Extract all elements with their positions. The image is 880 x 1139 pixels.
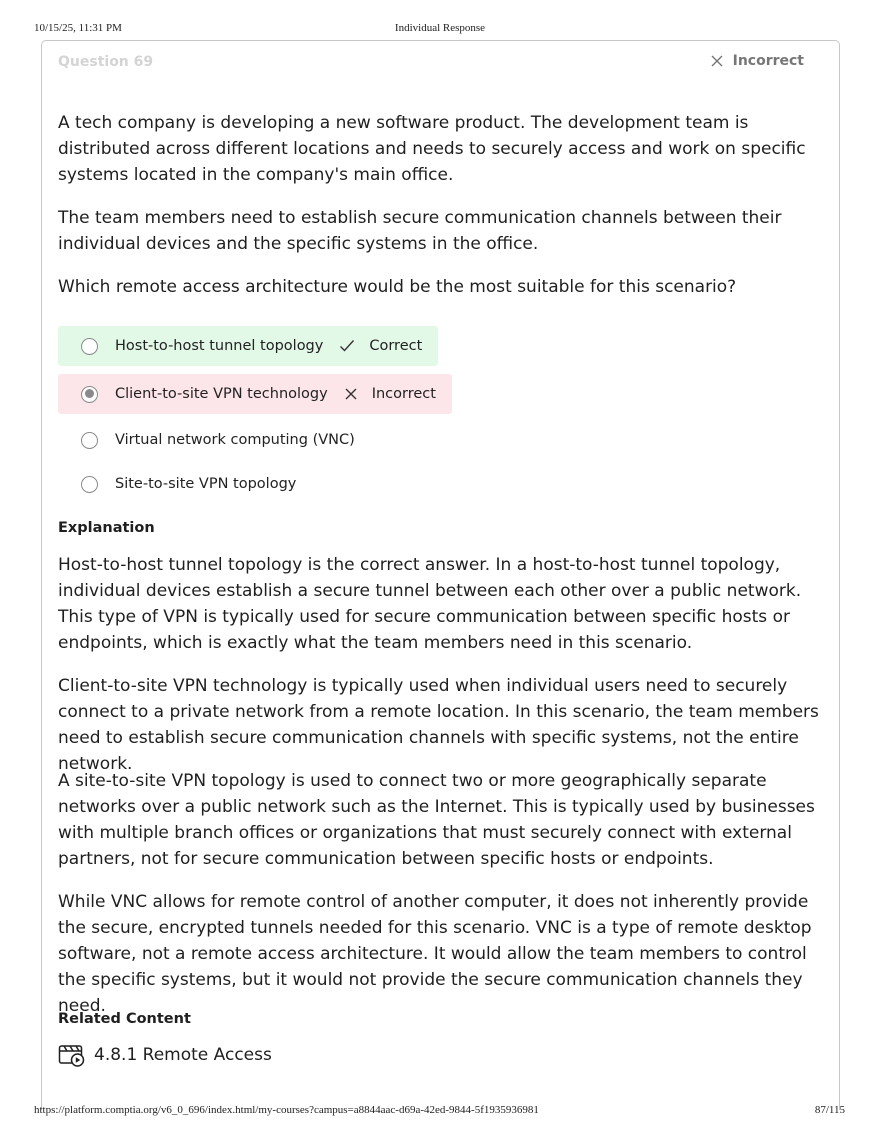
related-content-title: Related Content [58,1011,191,1027]
print-footer [0,1104,880,1118]
option-vnc[interactable] [58,420,355,460]
status-label: Incorrect [371,386,436,402]
explanation-paragraph-4: While VNC allows for remote control of another computer, it does not inherently provide the secure, encrypted tunnels needed for this scenario. VNC is a type of remote desktop software, not a remote access architecture. It would allow the team members to control the specific systems, but it would not provide the secure communication channels they need. [58,892,812,1016]
option-status-correct [339,338,422,354]
option-client-to-site[interactable] [58,374,452,414]
option-label: Client-to-site VPN technology [115,386,328,402]
option-label: Virtual network computing (VNC) [115,432,355,448]
close-icon [344,387,358,401]
explanation-title: Explanation [58,520,155,536]
video-lesson-icon [58,1043,86,1067]
question-paragraph-1: A tech company is developing a new software product. The development team is distributed across different locations and needs to securely access and work on specific systems located in the company's main office. [58,113,806,185]
print-page-number: 87/115 [814,1104,845,1116]
related-item-label: 4.8.1 Remote Access [94,1045,272,1065]
print-datetime: 10/15/25, 11:31 PM [34,22,122,34]
option-label: Host-to-host tunnel topology [115,338,324,354]
checkmark-icon [339,339,355,353]
radio-button-selected[interactable] [81,386,98,403]
question-prompt: Which remote access architecture would be the most suitable for this scenario? [58,277,737,297]
print-header [0,22,880,36]
radio-button[interactable] [81,338,98,355]
radio-button[interactable] [81,476,98,493]
option-label: Site-to-site VPN topology [115,476,297,492]
close-icon [710,54,724,68]
result-label: Incorrect [732,53,804,69]
explanation-paragraph-1: Host-to-host tunnel topology is the correct answer. In a host-to-host tunnel topology, individual devices establish a secure tunnel between each other over a public network. This type of VPN is typically used for secure communication between specific hosts or endpoints, which is exactly what the team members need in this scenario. [58,555,802,653]
print-doc-title: Individual Response [394,22,486,34]
option-status-incorrect [344,386,436,402]
question-paragraph-2: The team members need to establish secure communication channels between their individual devices and the specific systems in the office. [58,208,782,254]
explanation-paragraph-3: A site-to-site VPN topology is used to connect two or more geographically separate networks over a public network such as the Internet. This is typically used by businesses with multiple branch offices or organizations that must securely connect with external partners, not for secure communication between specific hosts or endpoints. [58,771,815,869]
explanation-paragraph-2: Client-to-site VPN technology is typically used when individual users need to securely connect to a private network from a remote location. In this scenario, the team members need to establish secure communication channels with specific systems, not the entire network. [58,676,819,774]
option-host-to-host[interactable] [58,326,438,366]
radio-button[interactable] [81,432,98,449]
status-label: Correct [369,338,423,354]
question-number: Question 69 [58,54,154,70]
result-badge [710,53,804,69]
related-content-link[interactable] [58,1043,272,1067]
option-site-to-site[interactable] [58,464,296,504]
print-url: https://platform.comptia.org/v6_0_696/index.html/my-courses?campus=a8844aac-d69a-42ed-9844-5f1935936981 [34,1104,539,1116]
